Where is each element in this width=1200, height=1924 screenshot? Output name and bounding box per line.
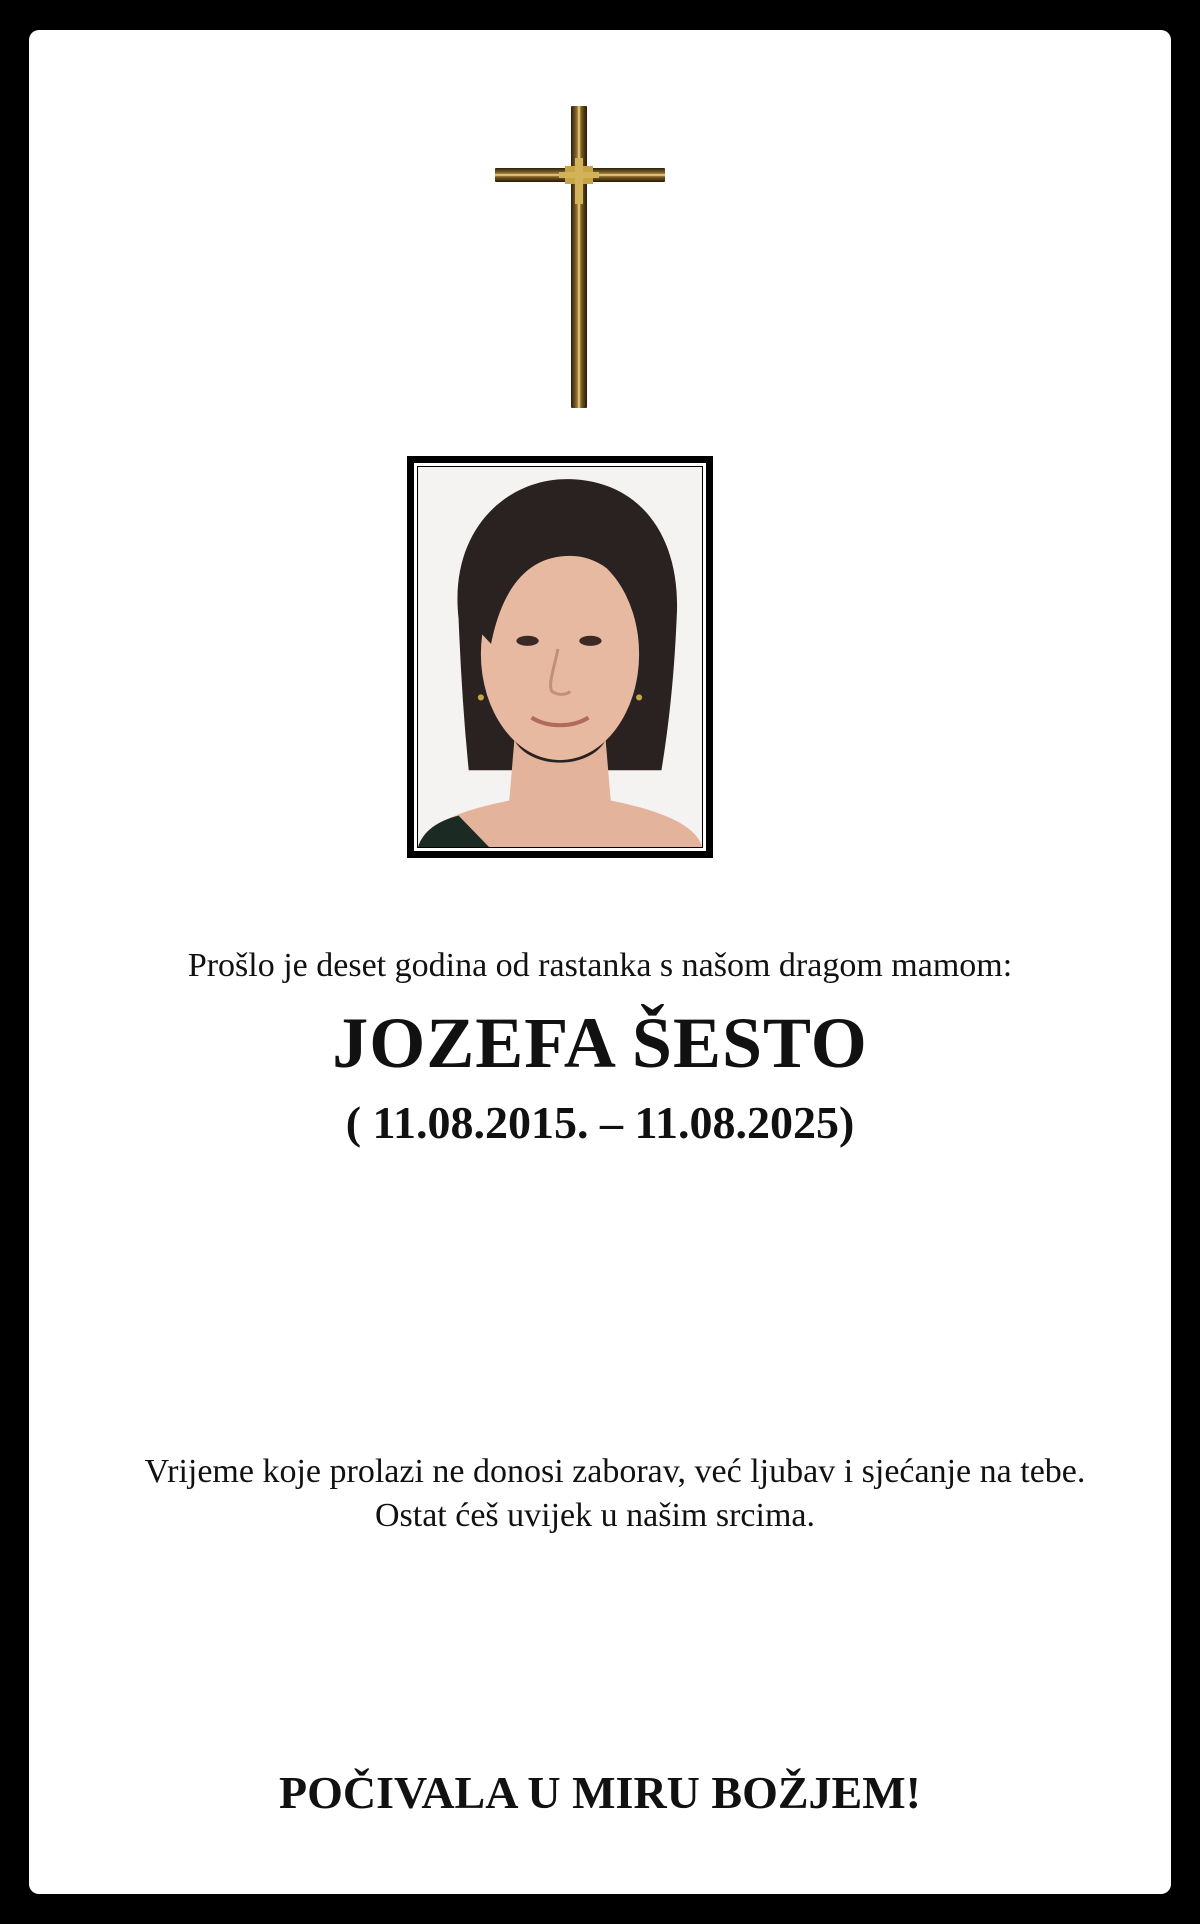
verse-line-2: Ostat ćeš uvijek u našim srcima.: [374, 1497, 815, 1534]
intro-text: Prošlo je deset godina od rastanka s našom dragom mamom:: [187, 947, 1013, 984]
portrait-frame: [407, 456, 713, 858]
deceased-name: JOZEFA ŠESTO: [332, 1003, 868, 1083]
cross-icon: [489, 78, 669, 408]
obituary-card: [29, 30, 1171, 1894]
memorial-verse: [29, 1450, 1171, 1538]
life-dates: ( 11.08.2015. – 11.08.2025): [345, 1097, 855, 1148]
portrait-photo: [417, 466, 703, 848]
closing-blessing: POČIVALA U MIRU BOŽJEM!: [279, 1767, 921, 1818]
verse-line-1: Vrijeme koje prolazi ne donosi zaborav, već ljubav i sjećanje na tebe.: [144, 1453, 1086, 1490]
